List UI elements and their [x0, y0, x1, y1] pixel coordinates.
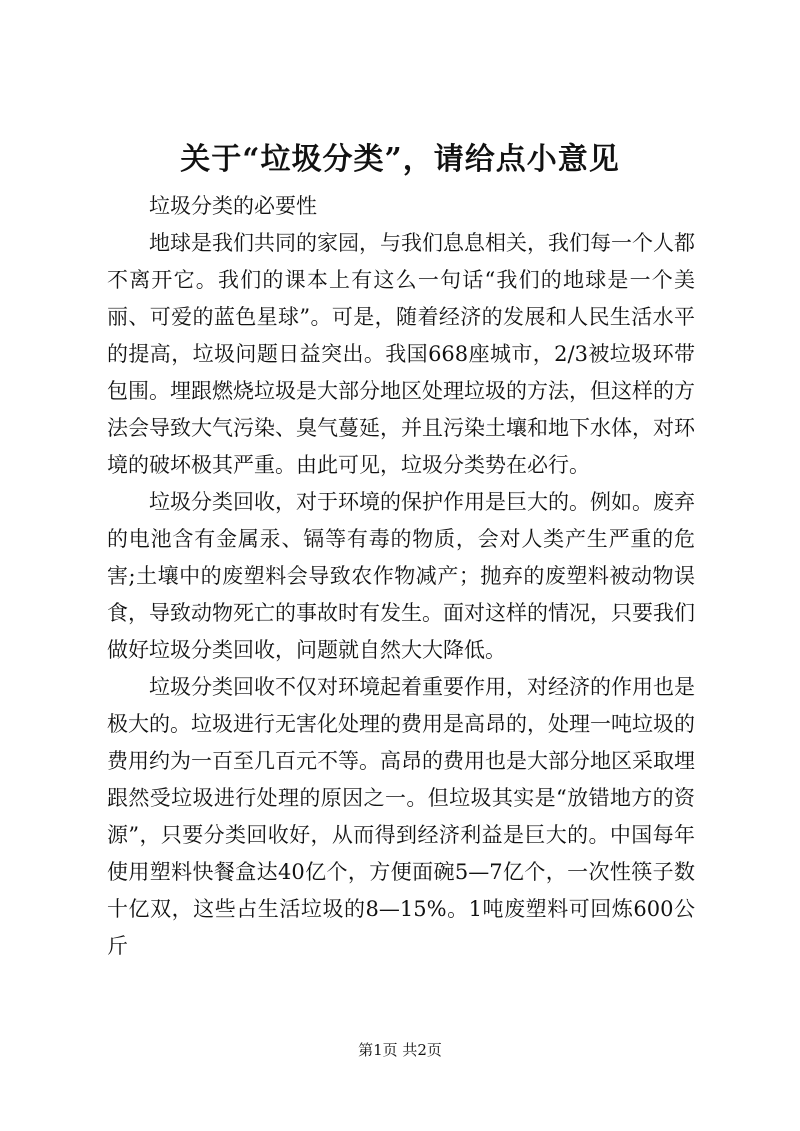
paragraph-1: 地球是我们共同的家园，与我们息息相关，我们每一个人都不离开它。我们的课本上有这么一句话“我们的地球是一个美丽、可爱的蓝色星球”。可是，随着经济的发展和人民生活水平的提高，垃圾问题日益突出。我国668座城市，2/3被垃圾环带包围。埋跟燃烧垃圾是大部分地区处理垃圾的方法，但这样的方法会导致大气污染、臭气蔓延，并且污染土壤和地下水体，对环境的破坏极其严重。由此可见，垃圾分类势在必行。: [107, 231, 695, 477]
page-footer: 第1页 共2页: [358, 1041, 442, 1059]
section-heading: 垃圾分类的必要性: [149, 194, 317, 218]
document-title: 关于“垃圾分类”，请给点小意见: [180, 142, 620, 177]
paragraph-3: 垃圾分类回收不仅对环境起着重要作用，对经济的作用也是极大的。垃圾进行无害化处理的费用是高昂的，处理一吨垃圾的费用约为一百至几百元不等。高昂的费用也是大部分地区采取埋跟然受垃圾进行处理的原因之一。但垃圾其实是“放错地方的资源”，只要分类回收好，从而得到经济利益是巨大的。中国每年使用塑料快餐盒达40亿个，方便面碗5—7亿个，一次性筷子数十亿双，这些占生活垃圾的8—15%。1吨废塑料可回炼600公斤: [107, 675, 695, 958]
paragraph-2: 垃圾分类回收，对于环境的保护作用是巨大的。例如。废弃的电池含有金属汞、镉等有毒的物质，会对人类产生严重的危害;土壤中的废塑料会导致农作物减产；抛弃的废塑料被动物误食，导致动物死亡的事故时有发生。面对这样的情况，只要我们做好垃圾分类回收，问题就自然大大降低。: [107, 490, 695, 662]
document-body: [107, 188, 695, 965]
